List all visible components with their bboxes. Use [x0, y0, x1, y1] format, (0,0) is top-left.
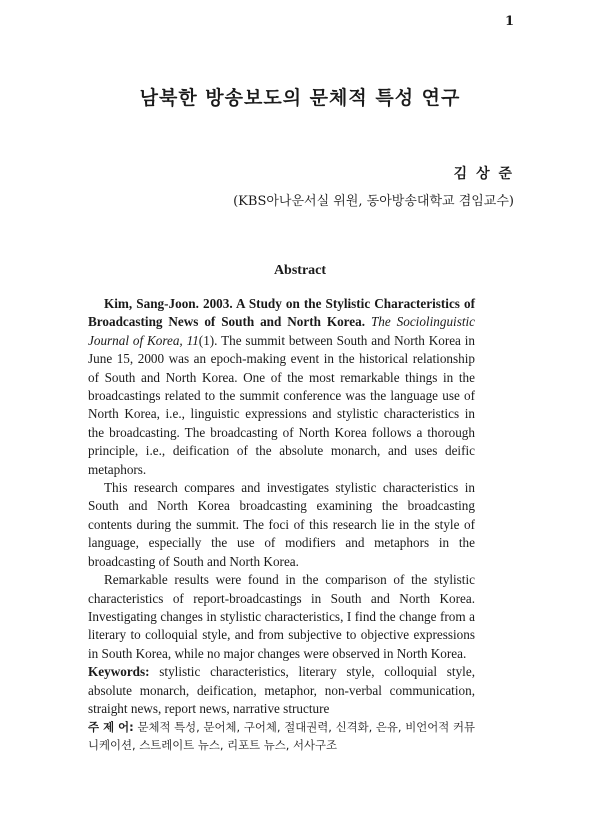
keywords-label: Keywords:	[88, 664, 150, 680]
paper-title: 남북한 방송보도의 문체적 특성 연구	[139, 87, 461, 109]
abstract-paragraph-3: Remarkable results were found in the comparison of the stylistic characteristics of report-broadcastings in South and North Korea. Investigating changes in stylistic characteristics, I find the change from a literary to colloquial style, and from subjective to objective expressions in South Korea, while no major changes were observed in North Korea.	[88, 572, 475, 661]
abstract-paragraph-2: This research compares and investigates stylistic characteristics in South and North Korea broadcasting examining the broadcasting contents during the summit. The foci of this research lie in the style of language, especially the use of modifiers and metaphors in the broadcasting of South and North Korea.	[88, 480, 475, 569]
citation-issue: (1).	[198, 332, 218, 348]
abstract-heading: Abstract	[273, 263, 327, 278]
page-number: 1	[504, 14, 514, 29]
citation-journal: The Sociolinguistic Journal of Korea,	[88, 314, 476, 348]
korean-keywords-text: 문체적 특성, 문어체, 구어체, 절대권력, 신격화, 은유, 비언어적 커뮤니케이션, 스트레이트 뉴스, 리포트 뉴스, 서사구조	[88, 720, 476, 753]
author-name: 김 상 준	[453, 166, 514, 182]
keywords-text: stylistic characteristics, literary style, colloquial style, absolute monarch, deification, metaphor, non-verbal communication, straight news, report news, narrative structure	[88, 664, 475, 716]
author-affiliation: (KBS아나운서실 위원, 동아방송대학교 겸임교수)	[233, 194, 514, 209]
abstract-p1-text: The summit between South and North Korea in June 15, 2000 was an epoch-making event in the historical relationship of South and North Korea. One of the most remarkable things in the broadcastings related to the summit conference was the language use of North Korea, i.e., linguistic expressions and stylistic characteristics in the broadcasting. The broadcasting of North Korea follows a thorough principle, i.e., deification of the absolute monarch, and uses deific metaphors.	[88, 332, 476, 477]
abstract-paragraph-1	[88, 295, 475, 479]
korean-keywords-label: 주 제 어:	[88, 720, 134, 735]
keywords-line	[88, 663, 475, 718]
citation-volume: 11	[186, 332, 199, 348]
korean-keywords-line	[88, 718, 475, 754]
abstract-body	[88, 295, 475, 754]
citation-authors: Kim, Sang-Joon. 2003. A Study on the Stylistic Characteristics of Broadcasting News of South and North Korea.	[88, 296, 475, 330]
